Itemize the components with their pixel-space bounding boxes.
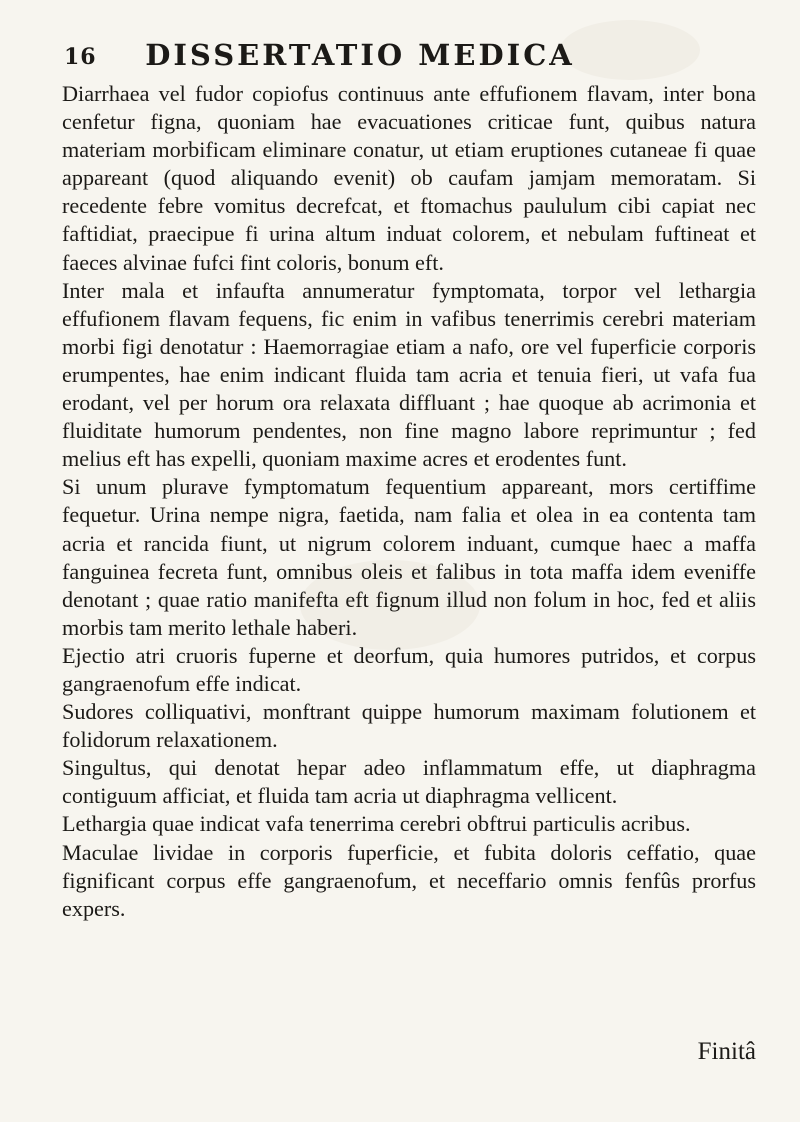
paragraph: Lethargia quae indicat vafa tenerrima cerebri obftrui particulis acribus. xyxy=(62,811,691,837)
running-head: DISSERTATIO MEDICA xyxy=(145,38,575,72)
paragraph: Diarrhaea vel fudor copiofus continuus ante effufionem flavam, inter bona cenfetur figna, quoniam hae evacuationes criticae funt, quibus natura materiam morbificam eliminare conatur, ut etiam eruptiones cutaneae fi quae appareant (quod aliquando evenit) ob caufam jamjam memoratam. Si recedente febre vomitus decrefcat, et ftomachus paululum cibi capiat nec faftidiat, praecipue fi urina altum induat colorem, et nebulam fuftineat et faeces alvinae fufci fint coloris, bonum eft. xyxy=(62,81,756,275)
page-number: 16 xyxy=(64,44,97,70)
paragraph: Ejectio atri cruoris fuperne et deorfum, quia humores putridos, et corpus gangraenofum effe indicat. xyxy=(62,642,756,696)
paragraph: Inter mala et infaufta annumeratur fymptomata, torpor vel lethargia effufionem flavam fequens, fic enim in vafibus tenerrimis cerebri materiam morbi figi denotatur : Haemorragiae etiam a nafo, ore vel fuperficie corporis erumpentes, hae enim indicant fluida tam acria et tenuia fieri, ut vafa fua erodant, vel per horum ora relaxata diffluant ; hae quoque ab acrimonia et fluiditate humorum pendentes, non fine magno labore reprimuntur ; fed melius eft has expelli, quoniam maxime acres et erodentes funt. xyxy=(62,277,756,472)
paragraph: Singultus, qui denotat hepar adeo inflammatum effe, ut diaphragma contiguum afficiat, et fluida tam acria ut diaphragma vellicent. xyxy=(62,755,756,809)
paragraph: Sudores colliquativi, monftrant quippe humorum maximam folutionem et folidorum relaxationem. xyxy=(62,699,756,753)
catchword: Finitâ xyxy=(697,1038,756,1065)
paragraph: Maculae lividae in corporis fuperficie, et fubita doloris ceffatio, quae fignificant corpus effe gangraenofum, et neceffario omnis fenfûs prorfus expers. xyxy=(62,839,756,921)
body-text xyxy=(62,80,756,923)
paragraph: Si unum plurave fymptomatum fequentium appareant, mors certiffime fequetur. Urina nempe nigra, faetida, nam falia et olea in ea contenta tam acria et rancida fiunt, ut nigrum colorem induant, cumque haec a maffa fanguinea fecreta funt, omnibus oleis et falibus in tota maffa idem eveniffe denotant ; quae ratio manifefta eft fignum illud non folum in hoc, fed et aliis morbis tam merito lethale haberi. xyxy=(62,474,756,640)
